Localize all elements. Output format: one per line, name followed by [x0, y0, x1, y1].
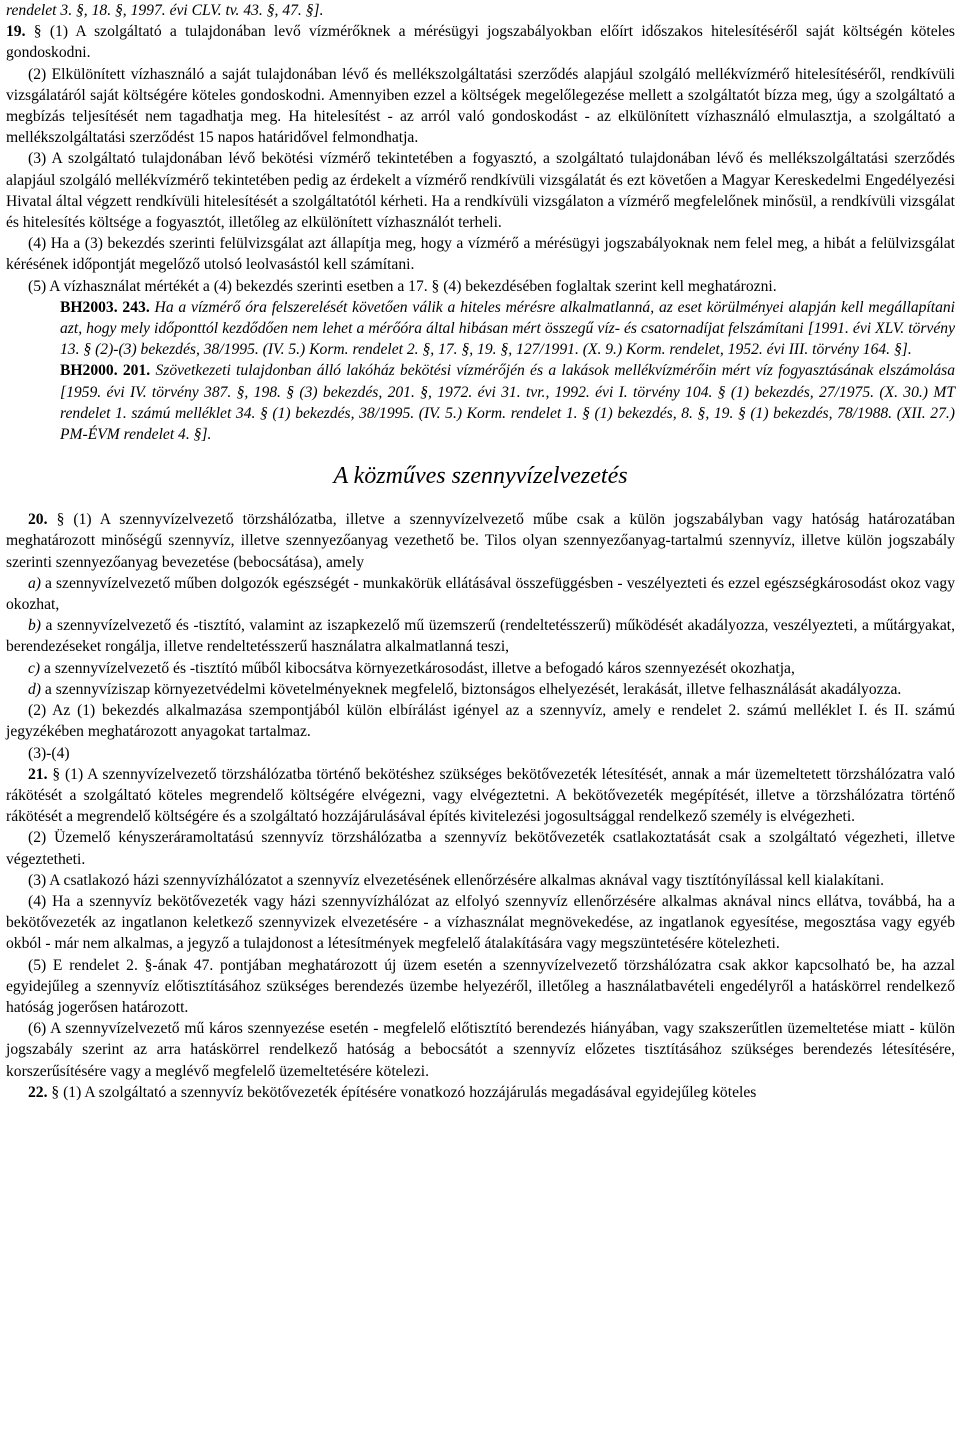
paragraph	[6, 297, 955, 361]
italic-run: b)	[28, 617, 41, 635]
text-run: (5) A vízhasználat mértékét a (4) bekezdés szerinti esetben a 17. § (4) bekezdésében foglaltak szerint kell meghatározni.	[28, 277, 777, 295]
text-run: § (1) A szennyvízelvezető törzshálózatba, illetve a szennyvízelvezető műbe csak a külön jogszabályban vagy hatóság határozatában meghatározott minőségű szennyvíz, illetve szennyezőanyag vezethető be. Tilos olyan szennyezőanyag-tartalmú szennyvíz, illetve külön jogszabály szerinti szennyezőanyag bevezetése (bebocsátása), amely	[6, 511, 955, 571]
italic-run: Ha a vízmérő óra felszerelését követően válik a hiteles mérésre alkalmatlanná, az eset körülményei alapján kell megállapítani azt, hogy mely időponttól kezdődően nem lehet a mérőóra által hibásan mért összegű víz- és csatornadíjat felszámítani [1991. évi XLV. törvény 13. § (2)-(3) bekezdés, 38/1995. (IV. 5.) Korm. rendelet 2. §, 17. §, 19. §, 127/1991. (X. 9.) Korm. rendelet, 1952. évi III. törvény 164. §].	[60, 298, 955, 359]
text-run: a szennyvízelvezető műben dolgozók egészségét - munkakörük ellátásával összefüggésben - veszélyezteti és ezzel egészségkárosodást okoz vagy okozhat,	[6, 574, 955, 614]
text-run: (3)-(4)	[28, 744, 70, 762]
paragraph	[6, 827, 955, 869]
paragraph	[6, 573, 955, 615]
paragraph	[6, 64, 955, 149]
text-run: (2) Elkülönített vízhasználó a saját tulajdonában lévő és mellékszolgáltatási szerződés alapjául szolgáló mellékvízmérő hitelesítéséről, rendkívüli vizsgálatáról saját költségére köteles gondoskodni. Amennyiben ezzel a költségek megelőlegezése mellett a szolgáltatót bízza meg, úgy a szolgáltató a megbízás teljesítését nem tagadhatja meg. Ha hitelesítést - az arról való gondoskodást - az elkülönített vízhasználó elmulasztja, a szolgáltató a mellékszolgáltatási szerződést 15 napos határidővel felmondhatja.	[6, 65, 955, 147]
paragraph	[6, 276, 955, 297]
text-run: (5) E rendelet 2. §-ának 47. pontjában meghatározott új üzem esetén a szennyvízelvezető törzshálózatra csak akkor kapcsolható be, ha azzal egyidejűleg a szennyvíz előtisztításához szükséges berendezés üzembe helyezéről, illetőleg a használatbavételi engedélyről a hatáskörrel rendelkező hatóság jogerősen határozott.	[6, 956, 955, 1016]
text-run: § (1) A szolgáltató a tulajdonában levő vízmérőknek a mérésügyi jogszabályokban előírt időszakos hitelesítéséről saját költségén köteles gondoskodni.	[6, 23, 955, 62]
text-run: § (1) A szolgáltató a szennyvíz bekötővezeték építésére vonatkozó hozzájárulás megadásával egyidejűleg köteles	[47, 1083, 757, 1101]
paragraph	[6, 743, 955, 764]
bold-run: 20.	[28, 511, 48, 529]
italic-run: d)	[28, 680, 41, 698]
bold-run: 19.	[6, 23, 26, 41]
sewage-provisions	[6, 509, 955, 1103]
water-meter-provisions	[6, 0, 955, 445]
text-run: (4) Ha a (3) bekezdés szerinti felülvizsgálat azt állapítja meg, hogy a vízmérő a mérésügyi jogszabályoknak nem felel meg, a hibát a felülvizsgálat kérésének időpontját megelőző utolsó leolvasástól kell számítani.	[6, 235, 955, 274]
text-run: (3) A csatlakozó házi szennyvízhálózatot a szennyvíz elvezetésének ellenőrzésére alkalmas aknával vagy tisztítónyílással kell kialakítani.	[28, 871, 885, 889]
text-run: (4) Ha a szennyvíz bekötővezeték vagy házi szennyvízhálózat az elfolyó szennyvíz ellenőrzésére alkalmas aknával nincs ellátva, továbbá, ha a bekötővezeték az ingatlanon keletkező szennyvizek elvezetésére - a vízhasználat megnövekedése, az ingatlanok egyesítése, megosztása vagy egyéb okból - már nem alkalmas, a jegyző a tulajdonost a létesítmények megfelelő átalakítására vagy megszüntetésére kötelezheti.	[6, 892, 955, 953]
text-run: a szennyvízelvezető és -tisztító, valamint az iszapkezelő mű üzemszerű (rendeltetésszerű) működését akadályozza, veszélyezteti, a műtárgyakat, berendezéseket rongálja, illetve rendeltetésszerű használatra alkalmatlanná teszi,	[6, 617, 955, 656]
text-run: (6) A szennyvízelvezető mű káros szennyezése esetén - megfelelő előtisztító berendezés hiányában, vagy szakszerűtlen üzemeltetése miatt - külön jogszabály szerint az arra hatáskörrel rendelkező hatóság a bebocsátót a szennyvíz előzetes tisztításához szükséges berendezés létesítésére, korszerűsítésére vagy a meglévő megfelelő üzemeltetésére kötelezi.	[6, 1020, 955, 1080]
bold-run: 22.	[28, 1083, 48, 1101]
paragraph	[6, 764, 955, 828]
text-run: § (1) A szennyvízelvezető törzshálózatba történő bekötéshez szükséges bekötővezeték létesítését, annak a már üzemeltetett törzshálózatra való rákötését a szolgáltató köteles megrendelő költségére elvégezni, vagy elvégeztetni. A bekötővezeték megépítését, illetve a törzshálózatra történő rákötését a megrendelő költségére és a szolgáltató hozzájárulásával építés kivitelezési jogosultsággal rendelkező személy is elvégezheti.	[6, 765, 955, 826]
bold-run: BH2003. 243.	[60, 298, 150, 316]
text-run: rendelet 3. §, 18. §, 1997. évi CLV. tv. 43. §, 47. §].	[6, 2, 324, 19]
paragraph	[6, 0, 955, 21]
italic-run: a)	[28, 574, 41, 592]
paragraph	[6, 679, 955, 700]
text-run: a szennyvízelvezető és -tisztító műből kibocsátva környezetkárosodást, illetve a befogadó káros szennyezését okozhatja,	[40, 659, 795, 677]
bold-run: 21.	[28, 765, 48, 783]
section-heading: A közműves szennyvízelvezetés	[333, 463, 628, 490]
paragraph	[6, 891, 955, 955]
text-run: a szennyvíziszap környezetvédelmi követelményeknek megfelelő, biztonságos elhelyezését, lerakását, illetve felhasználását akadályozza.	[41, 680, 902, 698]
text-run: (3) A szolgáltató tulajdonában lévő bekötési vízmérő tekintetében a fogyasztó, a szolgáltató tulajdonában lévő és mellékszolgáltatási szerződés alapjául szolgáló mellékvízmérő tekintetében pedig az érdekelt a vízmérő rendkívüli vizsgálatát és ezt követően a Magyar Kereskedelmi Engedélyezési Hivatal által végzett rendkívüli hitelesítését a szolgáltatótól kérheti. Ha a rendkívüli vizsgálaton a vízmérő megfelelőnek minősül, a rendkívüli vizsgálat és hitelesítés költsége a fogyasztót, illetőleg az elkülönített vízhasználót terheli.	[6, 150, 955, 232]
paragraph	[6, 233, 955, 275]
paragraph	[6, 658, 955, 679]
text-run: (2) Az (1) bekezdés alkalmazása szempontjából külön elbírálást igényel az a szennyvíz, amely e rendelet 2. számú melléklet I. és II. számú jegyzékében meghatározott anyagokat tartalmaz.	[6, 702, 955, 741]
italic-run: Szövetkezeti tulajdonban álló lakóház bekötési vízmérőjén és a lakások mellékvízmérőin mért víz fogyasztásának elszámolása [1959. évi IV. törvény 387. §, 198. § (3) bekezdés, 201. §, 1972. évi 31. tvr., 1992. évi I. törvény 104. § (1) bekezdés, 27/1975. (X. 30.) MT rendelet 1. számú melléklet 34. § (1) bekezdés, 38/1995. (IV. 5.) Korm. rendelet 1. § (1) bekezdés, 8. §, 19. § (1) bekezdés, 78/1988. (XII. 27.) PM-ÉVM rendelet 4. §].	[60, 362, 955, 444]
italic-run: c)	[28, 659, 41, 677]
text-run: (2) Üzemelő kényszeráramoltatású szennyvíz törzshálózatba a szennyvíz bekötővezeték csatlakoztatását csak a szolgáltató végezheti, illetve végeztetheti.	[6, 829, 955, 868]
paragraph	[6, 870, 955, 891]
paragraph	[6, 1082, 955, 1103]
paragraph	[6, 700, 955, 742]
paragraph	[6, 360, 955, 445]
paragraph	[6, 955, 955, 1019]
bold-run: BH2000. 201.	[60, 362, 151, 380]
paragraph	[6, 21, 955, 63]
paragraph	[6, 1018, 955, 1082]
paragraph	[6, 615, 955, 657]
paragraph	[6, 509, 955, 573]
paragraph	[6, 148, 955, 233]
